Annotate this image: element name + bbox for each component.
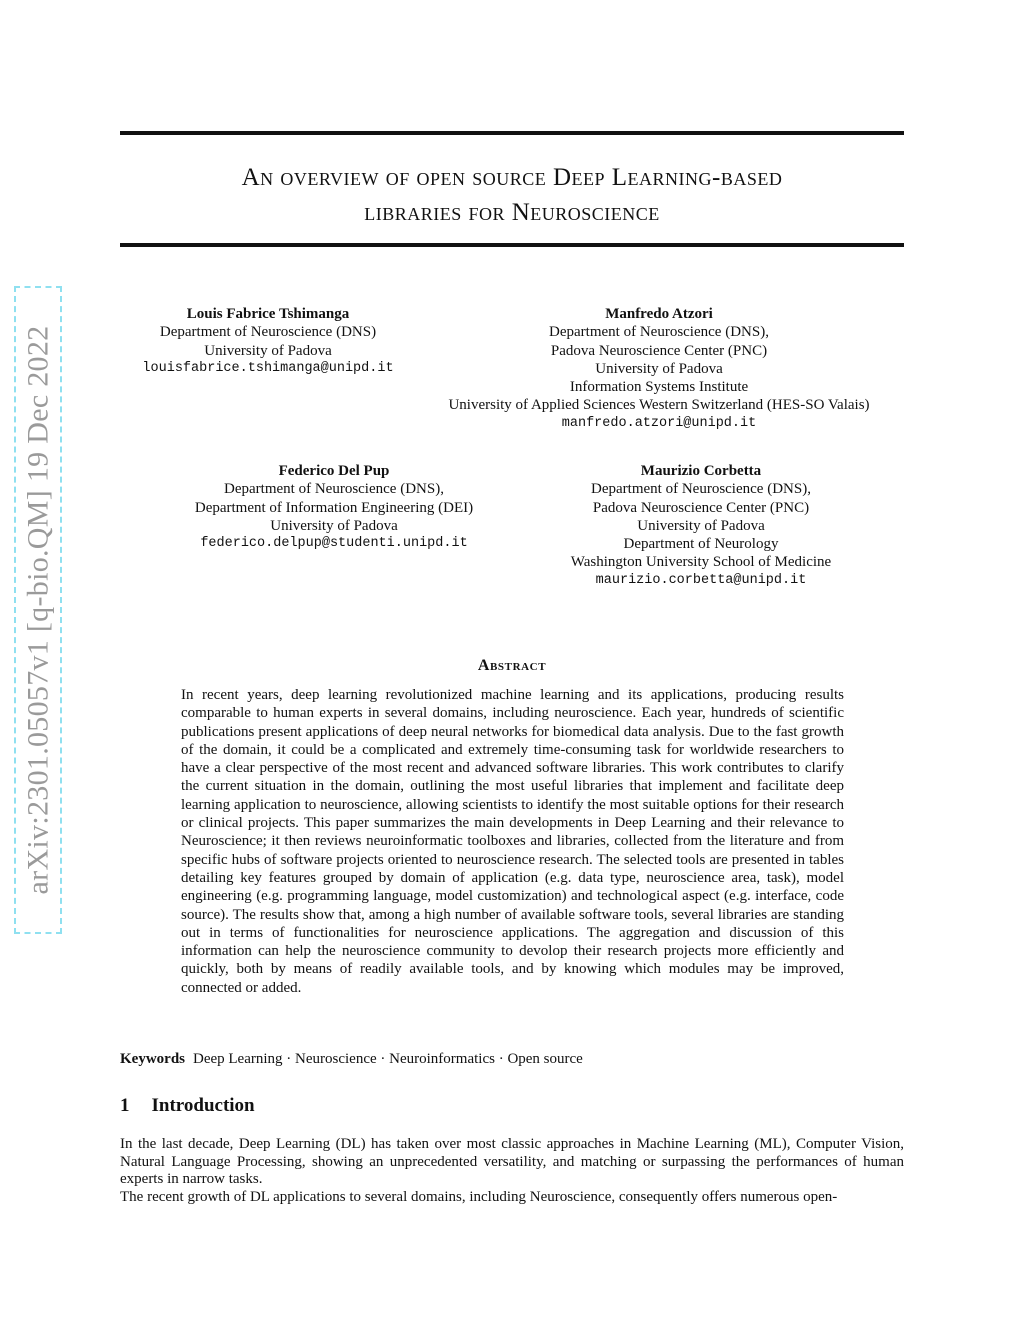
author-affiliation: University of Padova xyxy=(204,342,332,359)
title-rule-top xyxy=(120,131,904,135)
keywords-line xyxy=(120,1050,904,1068)
author-email[interactable]: manfredo.atzori@unipd.it xyxy=(561,415,757,431)
author-affiliation: Department of Information Engineering (DEI) xyxy=(194,499,474,516)
author-affiliation: University of Padova xyxy=(637,517,765,534)
author-affiliation: University of Applied Sciences Western Switzerland (HES-SO Valais) xyxy=(448,397,870,414)
title-line-2: libraries for Neuroscience xyxy=(364,199,660,226)
title-rule-bottom xyxy=(120,243,904,247)
author-block-2 xyxy=(420,305,898,433)
abstract-heading: Abstract xyxy=(477,657,547,674)
paper-title xyxy=(120,160,904,230)
author-name: Maurizio Corbetta xyxy=(640,463,762,479)
keywords-label: Keywords xyxy=(120,1051,185,1067)
author-affiliation: Padova Neuroscience Center (PNC) xyxy=(592,499,810,516)
author-name: Manfredo Atzori xyxy=(605,306,713,322)
author-block-1 xyxy=(120,305,416,378)
author-email[interactable]: louisfabrice.tshimanga@unipd.it xyxy=(142,360,394,376)
section-number: 1 xyxy=(120,1095,130,1116)
author-affiliation: Department of Neuroscience (DNS) xyxy=(159,324,377,341)
title-line-1: An overview of open source Deep Learning-based xyxy=(241,164,783,191)
keywords-text: Deep Learning · Neuroscience · Neuroinformatics · Open source xyxy=(193,1051,583,1067)
author-affiliation: University of Padova xyxy=(270,517,398,534)
author-affiliation: Department of Neuroscience (DNS), xyxy=(549,324,769,341)
author-block-4 xyxy=(540,462,862,590)
section-heading-introduction xyxy=(120,1094,255,1118)
author-affiliation: Padova Neuroscience Center (PNC) xyxy=(550,342,768,359)
author-affiliation: Washington University School of Medicine xyxy=(570,554,832,571)
author-affiliation: Department of Neurology xyxy=(623,536,779,553)
abstract-body: In recent years, deep learning revolutionized machine learning and its applications, producing results comparable to human experts in several domains, including neuroscience. Each year, hundreds of scientific publications present applications of deep neural networks for biomedical data analysis. Due to the fast growth of the domain, it could be a complicated and extremely time-consuming task for worldwide researchers to have a clear perspective of the most recent and advanced software libraries. This work contributes to clarify the current situation in the domain, outlining the most useful libraries that implement and facilitate deep learning application to neuroscience, allowing scientists to identify the most suitable options for their research or clinical projects. This paper summarizes the main developments in Deep Learning and their relevance to Neuroscience; it then reviews neuroinformatic toolboxes and libraries, collected from the literature and from specific hubs of software projects oriented to neuroscience research. The selected tools are presented in tables detailing key features grouped by domain of application (e.g. data type, neuroscience area, task), model engineering (e.g. programming language, model customization) and technological aspect (e.g. interface, code source). The results show that, among a high number of available software tools, several libraries are standing out in terms of functionalities for neuroscience applications. The aggregation and discussion of this information can help the neuroscience community to devolop their research projects more efficiently and quickly, both by means of readily available tools, and by knowing which modules may be improved, connected or added. xyxy=(181,687,844,996)
author-email[interactable]: federico.delpup@studenti.unipd.it xyxy=(200,536,468,552)
author-name: Federico Del Pup xyxy=(278,463,390,479)
author-name: Louis Fabrice Tshimanga xyxy=(186,306,350,322)
author-affiliation: Department of Neuroscience (DNS), xyxy=(591,481,811,498)
arxiv-identifier: arXiv:2301.05057v1 [q-bio.QM] 19 Dec 2022 xyxy=(21,325,55,895)
author-affiliation: University of Padova xyxy=(595,360,723,377)
author-block-3 xyxy=(170,462,498,553)
introduction-body xyxy=(120,1136,904,1206)
intro-paragraph: The recent growth of DL applications to several domains, including Neuroscience, consequently offers numerous open- xyxy=(120,1188,838,1205)
author-email[interactable]: maurizio.corbetta@unipd.it xyxy=(595,572,807,588)
author-affiliation: Department of Neuroscience (DNS), xyxy=(224,481,444,498)
intro-paragraph: In the last decade, Deep Learning (DL) has taken over most classic approaches in Machine Learning (ML), Computer Vision, Natural Language Processing, showing an unprecedented versatility, and matching or surpassing the performances of human experts in narrow tasks. xyxy=(120,1136,904,1188)
arxiv-side-stamp xyxy=(14,286,62,934)
section-title: Introduction xyxy=(151,1095,255,1116)
author-affiliation: Information Systems Institute xyxy=(569,379,749,396)
